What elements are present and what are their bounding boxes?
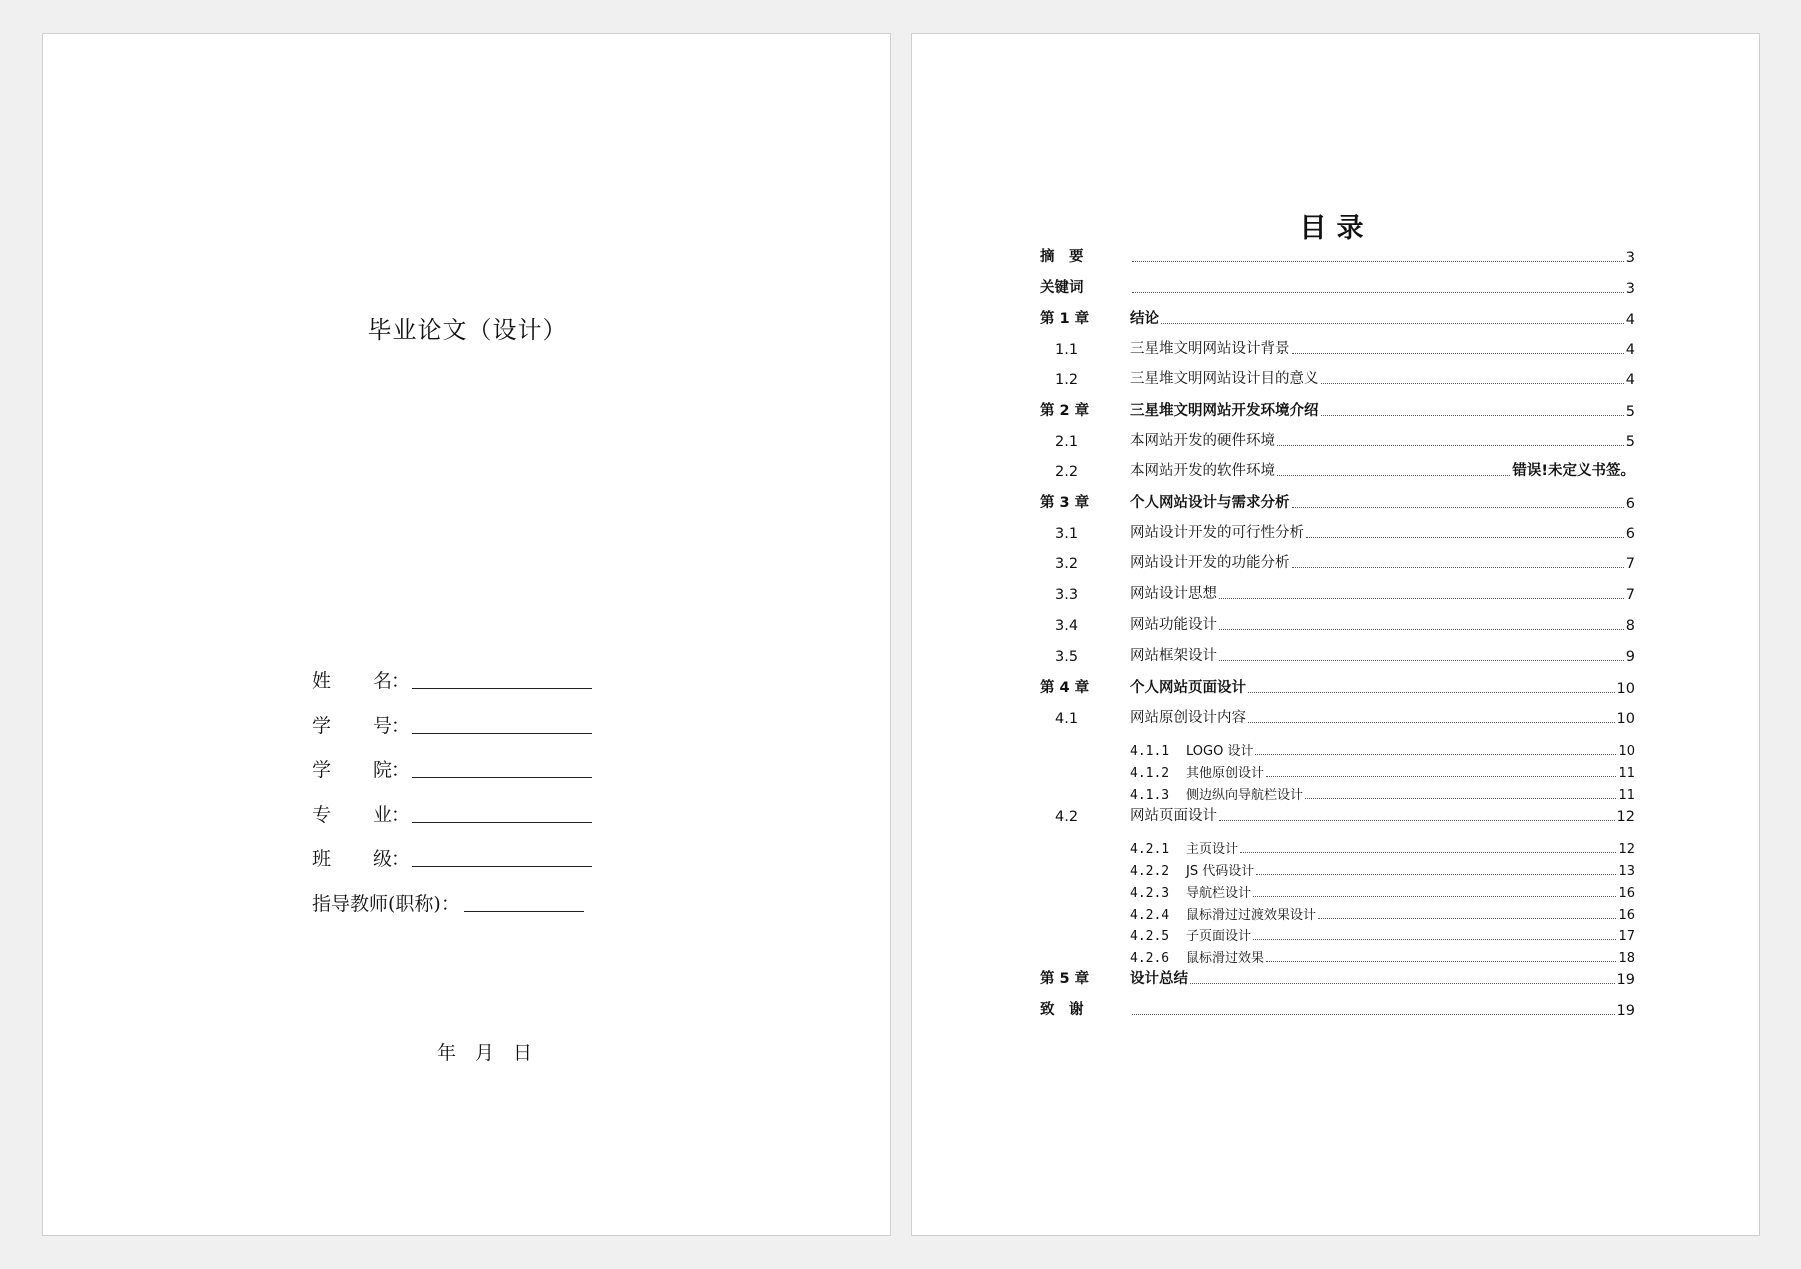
date-day: 日 [513,1042,533,1064]
label-char: 专 [312,803,332,826]
toc-entry-title: 侧边纵向导航栏设计 [1186,788,1304,803]
field-major [312,800,652,845]
toc-entry-title: 鼠标滑过效果 [1186,951,1265,966]
toc-dot-leader [1132,260,1624,262]
class-blank-line[interactable] [412,844,592,867]
label-char: 院 [373,759,393,781]
toc-entry-number: 4.2.6 [1130,951,1170,966]
toc-entry-title: LOGO 设计 [1186,744,1254,759]
toc-entry-title: 子页面设计 [1186,929,1252,944]
name-blank-line[interactable] [412,666,592,689]
cover-title: 毕业论文（设计） [367,316,568,344]
toc-entry[interactable] [1040,583,1635,603]
toc-entry-title: 本网站开发的硬件环境 [1130,433,1275,449]
toc-entry-page: 6 [1625,526,1635,542]
toc-entry[interactable] [1040,368,1635,388]
toc-entry[interactable] [1040,999,1635,1019]
toc-dot-leader [1292,506,1624,508]
toc-entry[interactable] [1130,859,1635,879]
toc-entry-number: 致 谢 [1040,1002,1084,1018]
toc-entry[interactable] [1040,645,1635,665]
toc-entry-number: 关键词 [1040,280,1084,296]
toc-dot-leader [1292,352,1624,354]
toc-entry-title: 设计总结 [1130,971,1188,987]
label-char: 业 [373,803,393,826]
toc-entry-title: 主页设计 [1186,842,1239,857]
toc-entry[interactable] [1040,430,1635,450]
teacher-label: 指导教师(职称)： [312,892,460,915]
toc-entry[interactable] [1130,783,1635,803]
toc-entry-number: 4.1.2 [1130,766,1170,781]
label-colon: ： [391,759,411,781]
toc-dot-leader [1219,659,1624,661]
toc-entry-number: 4.1.3 [1130,788,1170,803]
field-label [312,711,412,738]
toc-entry-title: 网站页面设计 [1130,808,1217,824]
toc-dot-leader [1321,382,1624,384]
toc-entry-number: 4.1 [1055,711,1079,727]
toc-entry-page: 5 [1625,434,1635,450]
toc-entry-number: 4.2.5 [1130,929,1170,944]
toc-entry-title: 网站设计开发的功能分析 [1130,555,1290,571]
toc-entry-page: 9 [1625,649,1635,665]
toc-entry-page: 11 [1618,766,1635,781]
toc-dot-leader [1277,474,1510,476]
toc-entry-number: 1.2 [1055,372,1079,388]
toc-dot-leader [1305,797,1616,799]
toc-entry-title: 三星堆文明网站设计背景 [1130,341,1290,357]
toc-entry[interactable] [1130,837,1635,857]
toc-entry-number: 第 4 章 [1040,680,1090,696]
toc-entry-page: 10 [1616,681,1635,697]
label-colon: ： [391,670,411,692]
toc-dot-leader [1318,917,1616,919]
toc-entry-number: 3.1 [1055,526,1079,542]
date-year: 年 [437,1042,457,1064]
toc-entry[interactable] [1040,968,1635,988]
toc-entry-title: 网站原创设计内容 [1130,710,1246,726]
field-class [312,844,652,889]
toc-entry[interactable] [1040,522,1635,542]
student-id-blank-line[interactable] [412,711,592,734]
toc-entry-number: 3.3 [1055,587,1079,603]
toc-entry-page: 4 [1625,342,1635,358]
toc-entry[interactable] [1040,338,1635,358]
toc-entry-page: 5 [1625,404,1635,420]
toc-dot-leader [1253,938,1616,940]
college-blank-line[interactable] [412,755,592,778]
toc-entry-title: 网站功能设计 [1130,617,1217,633]
field-label [312,844,412,871]
label-char: 学 [312,759,332,781]
toc-entry-page: 17 [1618,929,1635,944]
toc-dot-leader [1306,536,1624,538]
field-teacher [312,889,652,934]
toc-entry-page: 6 [1625,496,1635,512]
toc-entry-number: 4.2.3 [1130,886,1170,901]
label-char: 名 [373,670,393,692]
toc-entry-title: 三星堆文明网站设计目的意义 [1130,371,1319,387]
field-college [312,755,652,800]
toc-entry-page: 12 [1618,842,1635,857]
toc-entry-page: 10 [1618,744,1635,759]
toc-entry[interactable] [1040,707,1635,727]
toc-entry-number: 2.1 [1055,434,1079,450]
major-blank-line[interactable] [412,800,592,823]
toc-entry[interactable] [1040,805,1635,825]
cover-fields [312,666,652,933]
toc-entry-title: 网站设计开发的可行性分析 [1130,525,1304,541]
toc-entry-page: 7 [1625,556,1635,572]
toc-entry[interactable] [1130,761,1635,781]
toc-entry-number: 4.1.1 [1130,744,1170,759]
toc-dot-leader [1292,566,1624,568]
label-colon: ： [391,714,411,737]
toc-entry[interactable] [1040,277,1635,297]
toc-entry-number: 第 3 章 [1040,495,1090,511]
toc-dot-leader [1132,1013,1615,1015]
toc-entry-title: 网站框架设计 [1130,648,1217,664]
toc-entry-number: 3.2 [1055,556,1079,572]
toc-entry-page: 11 [1618,788,1635,803]
toc-dot-leader [1161,322,1624,324]
toc-entry-page: 错误!未定义书签。 [1512,463,1635,479]
toc-entry[interactable] [1040,614,1635,634]
label-colon: ： [391,848,411,870]
toc-dot-leader [1321,414,1624,416]
toc-dot-leader [1219,628,1624,630]
toc-dot-leader [1190,982,1615,984]
toc-entry-number: 3.5 [1055,649,1079,665]
toc-entry-number: 第 5 章 [1040,971,1090,987]
toc-dot-leader [1256,873,1616,875]
toc-entry-number: 第 2 章 [1040,403,1090,419]
toc-entry[interactable] [1040,400,1635,420]
toc-entry[interactable] [1040,246,1635,266]
field-label [312,666,412,693]
field-student-id [312,711,652,756]
toc-entry[interactable] [1040,460,1635,480]
toc-entry-number: 摘 要 [1040,249,1084,265]
toc-entry-number: 4.2.1 [1130,842,1170,857]
toc-entry-title: 个人网站页面设计 [1130,680,1246,696]
label-char: 姓 [312,670,332,692]
toc-dot-leader [1266,775,1616,777]
toc-entry[interactable] [1130,903,1635,923]
toc-dot-leader [1219,597,1624,599]
toc-page [911,33,1760,1236]
toc-entry-title: JS 代码设计 [1186,864,1255,879]
toc-entry-number: 4.2.4 [1130,908,1170,923]
toc-entry[interactable] [1130,924,1635,944]
toc-entry-number: 4.2.2 [1130,864,1170,879]
toc-entry[interactable] [1130,946,1635,966]
toc-entry-page: 18 [1618,951,1635,966]
toc-entry[interactable] [1130,739,1635,759]
toc-dot-leader [1240,851,1616,853]
label-char: 学 [312,714,332,737]
date-month: 月 [475,1042,495,1064]
field-label [312,755,412,782]
toc-entry-title: 个人网站设计与需求分析 [1130,495,1290,511]
field-label [312,800,412,827]
toc-entry-page: 16 [1618,908,1635,923]
toc-entry-page: 10 [1616,711,1635,727]
label-char: 级 [373,848,393,870]
toc-dot-leader [1132,291,1624,293]
toc-entry-title: 导航栏设计 [1186,886,1252,901]
toc-entry-number: 第 1 章 [1040,311,1090,327]
label-char: 班 [312,848,332,870]
label-char: 号 [373,714,393,737]
toc-title: 目录 [1299,213,1374,244]
toc-entry-number: 1.1 [1055,342,1079,358]
toc-entry[interactable] [1040,552,1635,572]
toc-dot-leader [1248,721,1615,723]
toc-entry-title: 本网站开发的软件环境 [1130,463,1275,479]
toc-entry-page: 3 [1625,281,1635,297]
teacher-blank-line[interactable] [464,889,584,912]
toc-dot-leader [1255,753,1616,755]
toc-entry[interactable] [1040,677,1635,697]
toc-entry-page: 4 [1625,372,1635,388]
toc-entry-title: 其他原创设计 [1186,766,1265,781]
toc-entry-page: 3 [1625,250,1635,266]
toc-entry[interactable] [1040,492,1635,512]
toc-entry-page: 19 [1616,1003,1635,1019]
toc-dot-leader [1277,444,1624,446]
toc-entry-page: 12 [1616,809,1635,825]
toc-entry-page: 16 [1618,886,1635,901]
toc-entry-title: 三星堆文明网站开发环境介绍 [1130,403,1319,419]
label-colon: ： [391,803,411,826]
toc-entry[interactable] [1040,308,1635,328]
toc-entry-page: 13 [1618,864,1635,879]
toc-entry[interactable] [1130,881,1635,901]
toc-entry-page: 8 [1625,618,1635,634]
field-name [312,666,652,711]
toc-entry-title: 结论 [1130,311,1159,327]
toc-entry-number: 2.2 [1055,464,1079,480]
toc-entry-title: 鼠标滑过过渡效果设计 [1186,908,1317,923]
toc-entry-number: 4.2 [1055,809,1079,825]
toc-dot-leader [1248,691,1615,693]
toc-dot-leader [1253,895,1616,897]
toc-entry-title: 网站设计思想 [1130,586,1217,602]
toc-dot-leader [1266,960,1616,962]
toc-entry-number: 3.4 [1055,618,1079,634]
toc-dot-leader [1219,819,1615,821]
date-row [437,1038,532,1065]
toc-entry-page: 4 [1625,312,1635,328]
toc-entry-page: 19 [1616,972,1635,988]
toc-entry-page: 7 [1625,587,1635,603]
cover-page [42,33,891,1236]
